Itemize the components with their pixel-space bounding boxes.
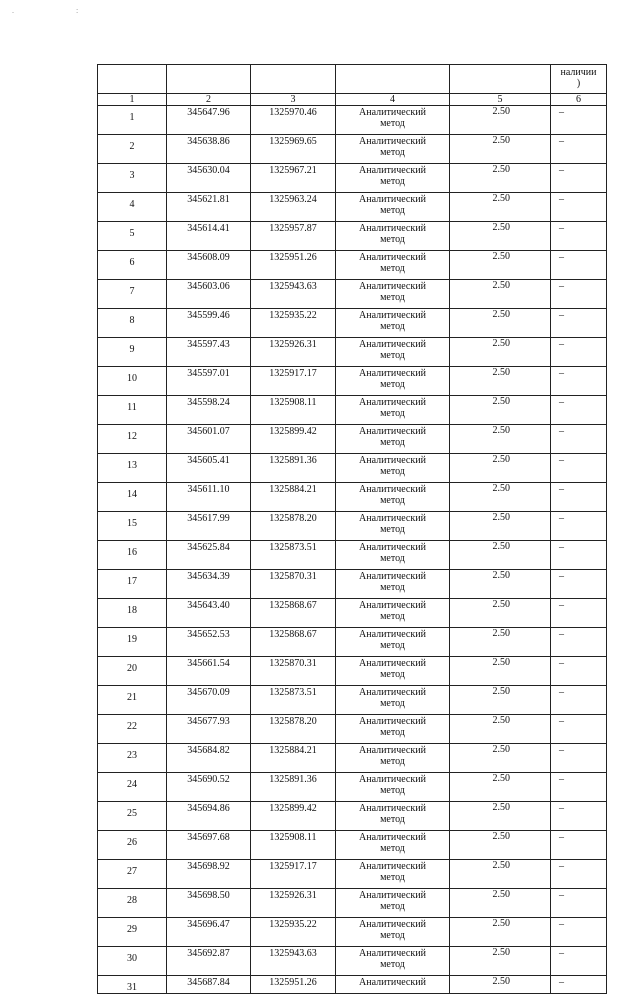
table-row bbox=[98, 251, 607, 280]
error-cell: 2.50 bbox=[450, 396, 551, 425]
method-cell: Аналитический bbox=[336, 976, 450, 994]
table-row bbox=[98, 541, 607, 570]
method-cell: Аналитический метод bbox=[336, 483, 450, 512]
table-row bbox=[98, 570, 607, 599]
header-cell bbox=[167, 65, 251, 94]
point-number: 23 bbox=[98, 744, 167, 773]
table-row bbox=[98, 425, 607, 454]
coordinate-y: 1325969.65 bbox=[251, 135, 336, 164]
error-cell: 2.50 bbox=[450, 367, 551, 396]
coordinate-x: 345696.47 bbox=[167, 918, 251, 947]
coordinate-x: 345597.01 bbox=[167, 367, 251, 396]
error-cell: 2.50 bbox=[450, 193, 551, 222]
coordinate-y: 1325891.36 bbox=[251, 773, 336, 802]
method-cell: Аналитический метод bbox=[336, 918, 450, 947]
point-number: 30 bbox=[98, 947, 167, 976]
note-cell: – bbox=[551, 570, 607, 599]
note-cell: – bbox=[551, 831, 607, 860]
error-cell: 2.50 bbox=[450, 280, 551, 309]
coordinate-x: 345634.39 bbox=[167, 570, 251, 599]
point-number: 17 bbox=[98, 570, 167, 599]
coordinate-y: 1325899.42 bbox=[251, 802, 336, 831]
error-cell: 2.50 bbox=[450, 106, 551, 135]
method-cell: Аналитический метод bbox=[336, 889, 450, 918]
coordinate-y: 1325926.31 bbox=[251, 338, 336, 367]
note-cell: – bbox=[551, 309, 607, 338]
point-number: 31 bbox=[98, 976, 167, 994]
method-cell: Аналитический метод bbox=[336, 947, 450, 976]
point-number: 16 bbox=[98, 541, 167, 570]
coordinate-x: 345692.87 bbox=[167, 947, 251, 976]
point-number: 8 bbox=[98, 309, 167, 338]
coordinate-x: 345690.52 bbox=[167, 773, 251, 802]
method-cell: Аналитический метод bbox=[336, 628, 450, 657]
error-cell: 2.50 bbox=[450, 802, 551, 831]
coordinate-y: 1325868.67 bbox=[251, 599, 336, 628]
error-cell: 2.50 bbox=[450, 425, 551, 454]
note-cell: – bbox=[551, 599, 607, 628]
note-cell: – bbox=[551, 483, 607, 512]
method-cell: Аналитический метод bbox=[336, 396, 450, 425]
note-cell: – bbox=[551, 367, 607, 396]
note-cell: – bbox=[551, 106, 607, 135]
coordinate-x: 345698.50 bbox=[167, 889, 251, 918]
coordinate-y: 1325917.17 bbox=[251, 860, 336, 889]
coordinate-x: 345694.86 bbox=[167, 802, 251, 831]
error-cell: 2.50 bbox=[450, 541, 551, 570]
error-cell: 2.50 bbox=[450, 454, 551, 483]
table-row bbox=[98, 744, 607, 773]
point-number: 9 bbox=[98, 338, 167, 367]
column-number-row bbox=[98, 94, 607, 106]
coordinate-y: 1325873.51 bbox=[251, 541, 336, 570]
note-cell: – bbox=[551, 541, 607, 570]
table-row bbox=[98, 686, 607, 715]
coordinate-y: 1325967.21 bbox=[251, 164, 336, 193]
method-cell: Аналитический метод bbox=[336, 367, 450, 396]
error-cell: 2.50 bbox=[450, 599, 551, 628]
method-cell: Аналитический метод bbox=[336, 512, 450, 541]
table-row bbox=[98, 280, 607, 309]
table-row bbox=[98, 222, 607, 251]
coordinate-y: 1325884.21 bbox=[251, 483, 336, 512]
table-row bbox=[98, 135, 607, 164]
coordinate-y: 1325873.51 bbox=[251, 686, 336, 715]
error-cell: 2.50 bbox=[450, 657, 551, 686]
point-number: 10 bbox=[98, 367, 167, 396]
note-cell: – bbox=[551, 425, 607, 454]
coordinate-y: 1325943.63 bbox=[251, 947, 336, 976]
method-cell: Аналитический метод bbox=[336, 135, 450, 164]
coordinate-x: 345601.07 bbox=[167, 425, 251, 454]
table-row bbox=[98, 106, 607, 135]
point-number: 18 bbox=[98, 599, 167, 628]
coordinate-y: 1325878.20 bbox=[251, 512, 336, 541]
error-cell: 2.50 bbox=[450, 947, 551, 976]
header-cell bbox=[251, 65, 336, 94]
column-number: 1 bbox=[98, 94, 167, 106]
coordinate-y: 1325899.42 bbox=[251, 425, 336, 454]
error-cell: 2.50 bbox=[450, 744, 551, 773]
header-cell bbox=[336, 65, 450, 94]
table-row bbox=[98, 193, 607, 222]
point-number: 25 bbox=[98, 802, 167, 831]
error-cell: 2.50 bbox=[450, 570, 551, 599]
table-row bbox=[98, 889, 607, 918]
error-cell: 2.50 bbox=[450, 483, 551, 512]
coordinates-table bbox=[97, 64, 607, 994]
method-cell: Аналитический метод bbox=[336, 686, 450, 715]
header-cell-availability: наличии ) bbox=[551, 65, 607, 94]
method-cell: Аналитический метод bbox=[336, 106, 450, 135]
point-number: 6 bbox=[98, 251, 167, 280]
header-cell bbox=[450, 65, 551, 94]
coordinate-x: 345614.41 bbox=[167, 222, 251, 251]
error-cell: 2.50 bbox=[450, 251, 551, 280]
table-row bbox=[98, 657, 607, 686]
method-cell: Аналитический метод bbox=[336, 773, 450, 802]
note-cell: – bbox=[551, 976, 607, 994]
error-cell: 2.50 bbox=[450, 831, 551, 860]
point-number: 13 bbox=[98, 454, 167, 483]
method-cell: Аналитический метод bbox=[336, 657, 450, 686]
error-cell: 2.50 bbox=[450, 918, 551, 947]
method-cell: Аналитический метод bbox=[336, 599, 450, 628]
coordinate-x: 345638.86 bbox=[167, 135, 251, 164]
note-cell: – bbox=[551, 657, 607, 686]
coordinate-x: 345630.04 bbox=[167, 164, 251, 193]
method-cell: Аналитический метод bbox=[336, 338, 450, 367]
point-number: 29 bbox=[98, 918, 167, 947]
note-cell: – bbox=[551, 280, 607, 309]
coordinate-x: 345687.84 bbox=[167, 976, 251, 994]
error-cell: 2.50 bbox=[450, 860, 551, 889]
note-cell: – bbox=[551, 396, 607, 425]
coordinate-x: 345608.09 bbox=[167, 251, 251, 280]
note-cell: – bbox=[551, 744, 607, 773]
error-cell: 2.50 bbox=[450, 164, 551, 193]
note-cell: – bbox=[551, 889, 607, 918]
point-number: 1 bbox=[98, 106, 167, 135]
method-cell: Аналитический метод bbox=[336, 744, 450, 773]
coordinate-y: 1325891.36 bbox=[251, 454, 336, 483]
error-cell: 2.50 bbox=[450, 889, 551, 918]
table-row bbox=[98, 338, 607, 367]
method-cell: Аналитический метод bbox=[336, 715, 450, 744]
scan-specks: . : bbox=[12, 6, 109, 15]
coordinate-y: 1325963.24 bbox=[251, 193, 336, 222]
column-number: 6 bbox=[551, 94, 607, 106]
coordinate-x: 345611.10 bbox=[167, 483, 251, 512]
table-row bbox=[98, 715, 607, 744]
table-row bbox=[98, 483, 607, 512]
coordinate-x: 345597.43 bbox=[167, 338, 251, 367]
method-cell: Аналитический метод bbox=[336, 222, 450, 251]
table-row bbox=[98, 628, 607, 657]
point-number: 21 bbox=[98, 686, 167, 715]
method-cell: Аналитический метод bbox=[336, 309, 450, 338]
coordinate-x: 345605.41 bbox=[167, 454, 251, 483]
table-row bbox=[98, 512, 607, 541]
coordinate-y: 1325926.31 bbox=[251, 889, 336, 918]
coordinate-y: 1325943.63 bbox=[251, 280, 336, 309]
note-cell: – bbox=[551, 164, 607, 193]
table-row bbox=[98, 164, 607, 193]
coordinate-y: 1325868.67 bbox=[251, 628, 336, 657]
error-cell: 2.50 bbox=[450, 309, 551, 338]
table-row bbox=[98, 831, 607, 860]
coordinate-y: 1325870.31 bbox=[251, 657, 336, 686]
coordinate-x: 345661.54 bbox=[167, 657, 251, 686]
error-cell: 2.50 bbox=[450, 773, 551, 802]
coordinate-y: 1325878.20 bbox=[251, 715, 336, 744]
table-row bbox=[98, 454, 607, 483]
method-cell: Аналитический метод bbox=[336, 860, 450, 889]
column-number: 4 bbox=[336, 94, 450, 106]
note-cell: – bbox=[551, 628, 607, 657]
coordinate-x: 345677.93 bbox=[167, 715, 251, 744]
column-number: 5 bbox=[450, 94, 551, 106]
column-number: 3 bbox=[251, 94, 336, 106]
error-cell: 2.50 bbox=[450, 686, 551, 715]
coordinate-x: 345670.09 bbox=[167, 686, 251, 715]
coordinate-x: 345598.24 bbox=[167, 396, 251, 425]
table-row bbox=[98, 773, 607, 802]
error-cell: 2.50 bbox=[450, 512, 551, 541]
table-row bbox=[98, 918, 607, 947]
table-header-row bbox=[98, 65, 607, 94]
point-number: 19 bbox=[98, 628, 167, 657]
table-row bbox=[98, 599, 607, 628]
note-cell: – bbox=[551, 512, 607, 541]
coordinate-x: 345603.06 bbox=[167, 280, 251, 309]
point-number: 14 bbox=[98, 483, 167, 512]
method-cell: Аналитический метод bbox=[336, 831, 450, 860]
point-number: 22 bbox=[98, 715, 167, 744]
coordinate-x: 345647.96 bbox=[167, 106, 251, 135]
coordinate-y: 1325908.11 bbox=[251, 396, 336, 425]
note-cell: – bbox=[551, 686, 607, 715]
note-cell: – bbox=[551, 222, 607, 251]
note-cell: – bbox=[551, 338, 607, 367]
coordinate-y: 1325957.87 bbox=[251, 222, 336, 251]
coordinate-y: 1325935.22 bbox=[251, 918, 336, 947]
column-number: 2 bbox=[167, 94, 251, 106]
method-cell: Аналитический метод bbox=[336, 541, 450, 570]
coordinate-y: 1325908.11 bbox=[251, 831, 336, 860]
table-row bbox=[98, 367, 607, 396]
coordinate-x: 345652.53 bbox=[167, 628, 251, 657]
point-number: 26 bbox=[98, 831, 167, 860]
table-row bbox=[98, 976, 607, 994]
point-number: 5 bbox=[98, 222, 167, 251]
point-number: 27 bbox=[98, 860, 167, 889]
coordinate-x: 345697.68 bbox=[167, 831, 251, 860]
point-number: 11 bbox=[98, 396, 167, 425]
point-number: 24 bbox=[98, 773, 167, 802]
table-row bbox=[98, 309, 607, 338]
error-cell: 2.50 bbox=[450, 135, 551, 164]
coordinate-y: 1325970.46 bbox=[251, 106, 336, 135]
method-cell: Аналитический метод bbox=[336, 454, 450, 483]
coordinate-x: 345625.84 bbox=[167, 541, 251, 570]
error-cell: 2.50 bbox=[450, 628, 551, 657]
note-cell: – bbox=[551, 918, 607, 947]
coordinate-y: 1325935.22 bbox=[251, 309, 336, 338]
note-cell: – bbox=[551, 135, 607, 164]
coordinate-x: 345698.92 bbox=[167, 860, 251, 889]
coordinate-x: 345599.46 bbox=[167, 309, 251, 338]
coordinate-y: 1325951.26 bbox=[251, 976, 336, 994]
point-number: 28 bbox=[98, 889, 167, 918]
point-number: 3 bbox=[98, 164, 167, 193]
coordinate-x: 345617.99 bbox=[167, 512, 251, 541]
coordinate-y: 1325884.21 bbox=[251, 744, 336, 773]
point-number: 7 bbox=[98, 280, 167, 309]
error-cell: 2.50 bbox=[450, 715, 551, 744]
table-row bbox=[98, 860, 607, 889]
error-cell: 2.50 bbox=[450, 222, 551, 251]
point-number: 20 bbox=[98, 657, 167, 686]
error-cell: 2.50 bbox=[450, 338, 551, 367]
point-number: 15 bbox=[98, 512, 167, 541]
note-cell: – bbox=[551, 193, 607, 222]
point-number: 12 bbox=[98, 425, 167, 454]
coordinate-x: 345621.81 bbox=[167, 193, 251, 222]
note-cell: – bbox=[551, 802, 607, 831]
table-row bbox=[98, 947, 607, 976]
note-cell: – bbox=[551, 715, 607, 744]
note-cell: – bbox=[551, 251, 607, 280]
method-cell: Аналитический метод bbox=[336, 280, 450, 309]
point-number: 2 bbox=[98, 135, 167, 164]
method-cell: Аналитический метод bbox=[336, 802, 450, 831]
point-number: 4 bbox=[98, 193, 167, 222]
note-cell: – bbox=[551, 860, 607, 889]
coordinate-y: 1325951.26 bbox=[251, 251, 336, 280]
note-cell: – bbox=[551, 454, 607, 483]
header-cell bbox=[98, 65, 167, 94]
coordinate-x: 345684.82 bbox=[167, 744, 251, 773]
method-cell: Аналитический метод bbox=[336, 425, 450, 454]
method-cell: Аналитический метод bbox=[336, 193, 450, 222]
method-cell: Аналитический метод bbox=[336, 164, 450, 193]
note-cell: – bbox=[551, 947, 607, 976]
coordinate-y: 1325917.17 bbox=[251, 367, 336, 396]
error-cell: 2.50 bbox=[450, 976, 551, 994]
coordinate-x: 345643.40 bbox=[167, 599, 251, 628]
note-cell: – bbox=[551, 773, 607, 802]
table-row bbox=[98, 802, 607, 831]
method-cell: Аналитический метод bbox=[336, 251, 450, 280]
coordinate-y: 1325870.31 bbox=[251, 570, 336, 599]
table-row bbox=[98, 396, 607, 425]
method-cell: Аналитический метод bbox=[336, 570, 450, 599]
